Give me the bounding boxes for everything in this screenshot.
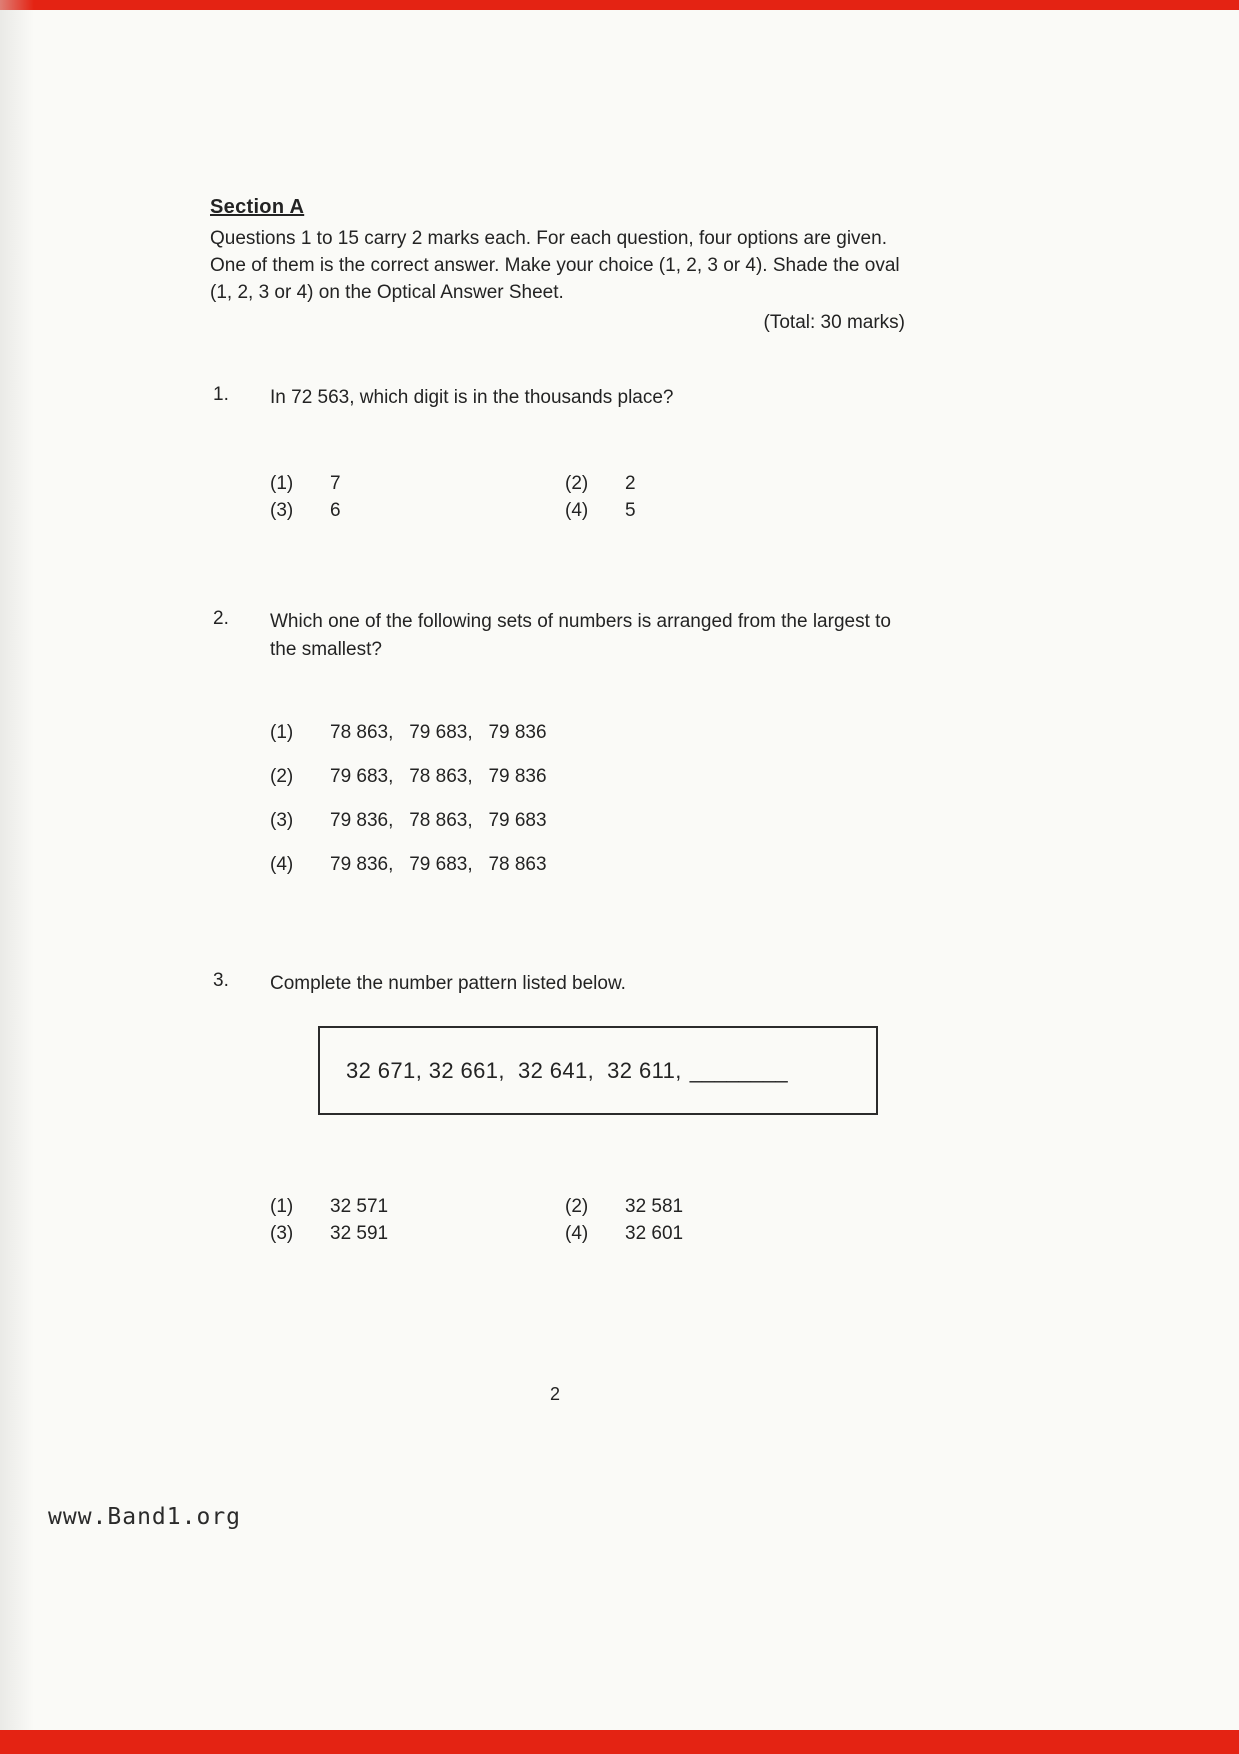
- number-pattern-box: [318, 1026, 878, 1115]
- page-number: 2: [549, 1384, 560, 1404]
- question-3: [213, 970, 913, 998]
- option-label: (1): [270, 473, 294, 494]
- option-value: 32 591: [330, 1223, 389, 1244]
- total-marks: (Total: 30 marks): [763, 311, 905, 333]
- option-label: (1): [270, 722, 294, 743]
- option-value: 5: [625, 500, 636, 521]
- section-title: Section A: [210, 196, 305, 218]
- option-label: (4): [565, 500, 589, 521]
- option-label: (4): [565, 1223, 589, 1244]
- option-label: (4): [270, 854, 294, 875]
- bottom-red-bar: [0, 1730, 1239, 1754]
- answer-blank: ________: [689, 1057, 788, 1083]
- top-red-bar: [0, 0, 1239, 10]
- question-text: In 72 563, which digit is in the thousands place?: [270, 387, 674, 408]
- option-row: [270, 722, 547, 744]
- option-label: (3): [270, 1223, 294, 1244]
- option-label: (3): [270, 810, 294, 831]
- option-value: 32 601: [625, 1223, 684, 1244]
- option-value: 78 863, 79 683, 79 836: [330, 722, 547, 743]
- option-row: [270, 810, 547, 832]
- pattern-text: 32 671, 32 661, 32 641, 32 611,: [346, 1057, 682, 1083]
- option-value: 32 581: [625, 1196, 684, 1217]
- question-number: 1.: [213, 384, 229, 405]
- option-value: 79 836, 79 683, 78 863: [330, 854, 547, 875]
- option-value: 32 571: [330, 1196, 389, 1217]
- section-instructions: Questions 1 to 15 carry 2 marks each. For each question, four options are given. One of them is the correct answer. Make your choice (1, 2, 3 or 4). Shade the oval (1, 2, 3 or 4) on the Optical Answer Sheet.: [210, 228, 900, 303]
- option-label: (3): [270, 500, 294, 521]
- question-number: 2.: [213, 608, 229, 629]
- option-value: 2: [625, 473, 636, 494]
- option-label: (2): [565, 1196, 589, 1217]
- option-value: 6: [330, 500, 341, 521]
- option-row: [270, 766, 547, 788]
- question-text: Complete the number pattern listed below.: [270, 973, 626, 994]
- option-value: 79 683, 78 863, 79 836: [330, 766, 547, 787]
- option-label: (1): [270, 1196, 294, 1217]
- question-1-options: [270, 473, 765, 522]
- question-3-options: [270, 1196, 765, 1245]
- option-row: [270, 854, 547, 876]
- scan-edge-shadow: [0, 0, 34, 1754]
- question-text: Which one of the following sets of numbers is arranged from the largest to the smallest?: [270, 611, 891, 660]
- question-number: 3.: [213, 970, 229, 991]
- option-label: (2): [270, 766, 294, 787]
- option-value: 7: [330, 473, 341, 494]
- option-label: (2): [565, 473, 589, 494]
- option-value: 79 836, 78 863, 79 683: [330, 810, 547, 831]
- question-2: [213, 608, 913, 663]
- footer-url: www.Band1.org: [48, 1504, 242, 1530]
- question-2-options: [270, 722, 547, 898]
- question-1: [213, 384, 913, 412]
- section-header: [210, 196, 905, 334]
